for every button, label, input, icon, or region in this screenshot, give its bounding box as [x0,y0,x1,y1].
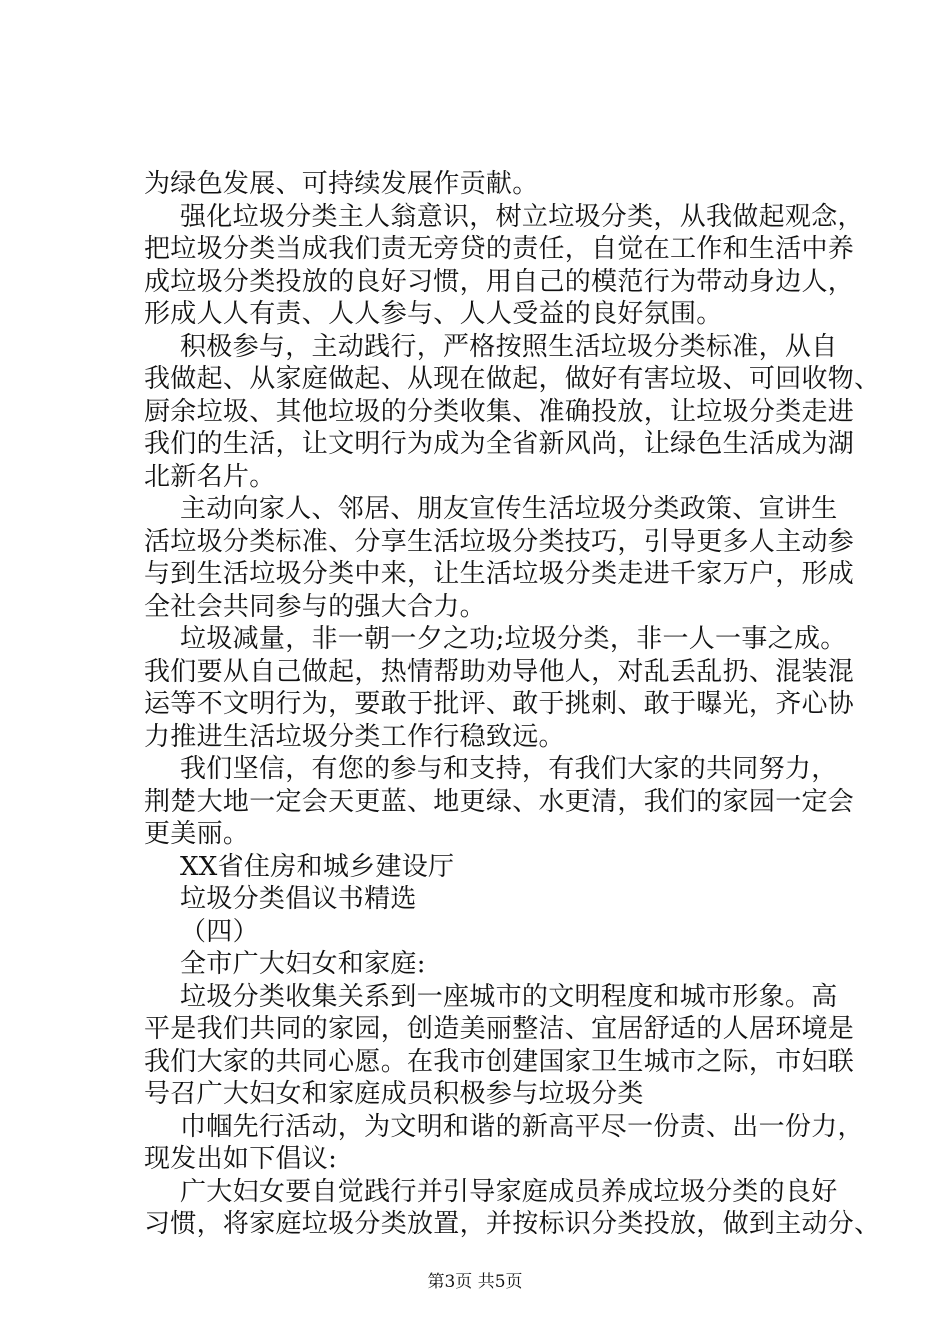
text-line: 全社会共同参与的强大合力。 [144,591,486,622]
text-line: 垃圾分类收集关系到一座城市的文明程度和城市形象。高 [180,981,838,1012]
text-line: 我们坚信，有您的参与和支持，有我们大家的共同努力， [180,754,838,784]
text-line: 我们大家的共同心愿。在我市创建国家卫生城市之际，市妇联 [144,1046,855,1077]
text-line: 习惯，将家庭垃圾分类放置，并按标识分类投放，做到主动分、 [144,1209,881,1239]
text-line: 广大妇女要自觉践行并引导家庭成员养成垃圾分类的良好 [180,1176,838,1207]
text-line: 荆楚大地一定会天更蓝、地更绿、水更清，我们的家园一定会 [144,786,855,817]
text-line: 我们的生活，让文明行为成为全省新风尚，让绿色生活成为湖 [144,429,855,459]
text-line: 平是我们共同的家园，创造美丽整洁、宜居舒适的人居环境是 [144,1014,855,1044]
text-line: 更美丽。 [144,819,250,849]
text-line: 强化垃圾分类主人翁意识，树立垃圾分类，从我做起观念， [180,201,864,232]
text-line: 运等不文明行为，要敢于批评、敢于挑刺、敢于曝光，齐心协 [144,689,855,719]
text-line: 成垃圾分类投放的良好习惯，用自己的模范行为带动身边人， [144,266,855,297]
text-line: 力推进生活垃圾分类工作行稳致远。 [144,721,565,752]
text-line: 北新名片。 [144,461,276,492]
document-body [144,168,881,1241]
salutation: 全市广大妇女和家庭: [180,949,426,979]
text-line: 我做起、从家庭做起、从现在做起，做好有害垃圾、可回收物、 [144,364,881,394]
text-line: 把垃圾分类当成我们责无旁贷的责任，自觉在工作和生活中养 [144,234,855,264]
text-line: 主动向家人、邻居、朋友宣传生活垃圾分类政策、宣讲生 [180,494,838,524]
text-line: 厨余垃圾、其他垃圾的分类收集、准确投放，让垃圾分类走进 [144,396,855,427]
text-line: 号召广大妇女和家庭成员积极参与垃圾分类 [144,1079,644,1109]
text-line: 与到生活垃圾分类中来，让生活垃圾分类走进千家万户，形成 [144,559,855,589]
text-line: 现发出如下倡议: [144,1144,338,1174]
text-line: 积极参与，主动践行，严格按照生活垃圾分类标准，从自 [180,331,838,362]
page-footer: 第3页 共5页 [427,1272,523,1292]
text-line: 垃圾减量，非一朝一夕之功;垃圾分类，非一人一事之成。 [180,624,847,654]
text-line: 形成人人有责、人人参与、人人受益的良好氛围。 [144,299,723,329]
text-line: 活垃圾分类标准、分享生活垃圾分类技巧，引导更多人主动参 [144,526,855,557]
section-number: （四） [180,916,259,947]
section-title: 垃圾分类倡议书精选 [180,884,417,914]
text-line: 为绿色发展、可持续发展作贡献。 [144,169,539,199]
signature-org: XX省住房和城乡建设厅 [180,851,455,882]
text-line: 我们要从自己做起，热情帮助劝导他人，对乱丢乱扔、混装混 [144,656,855,687]
text-line: 巾帼先行活动，为文明和谐的新高平尽一份责、出一份力， [180,1111,864,1142]
